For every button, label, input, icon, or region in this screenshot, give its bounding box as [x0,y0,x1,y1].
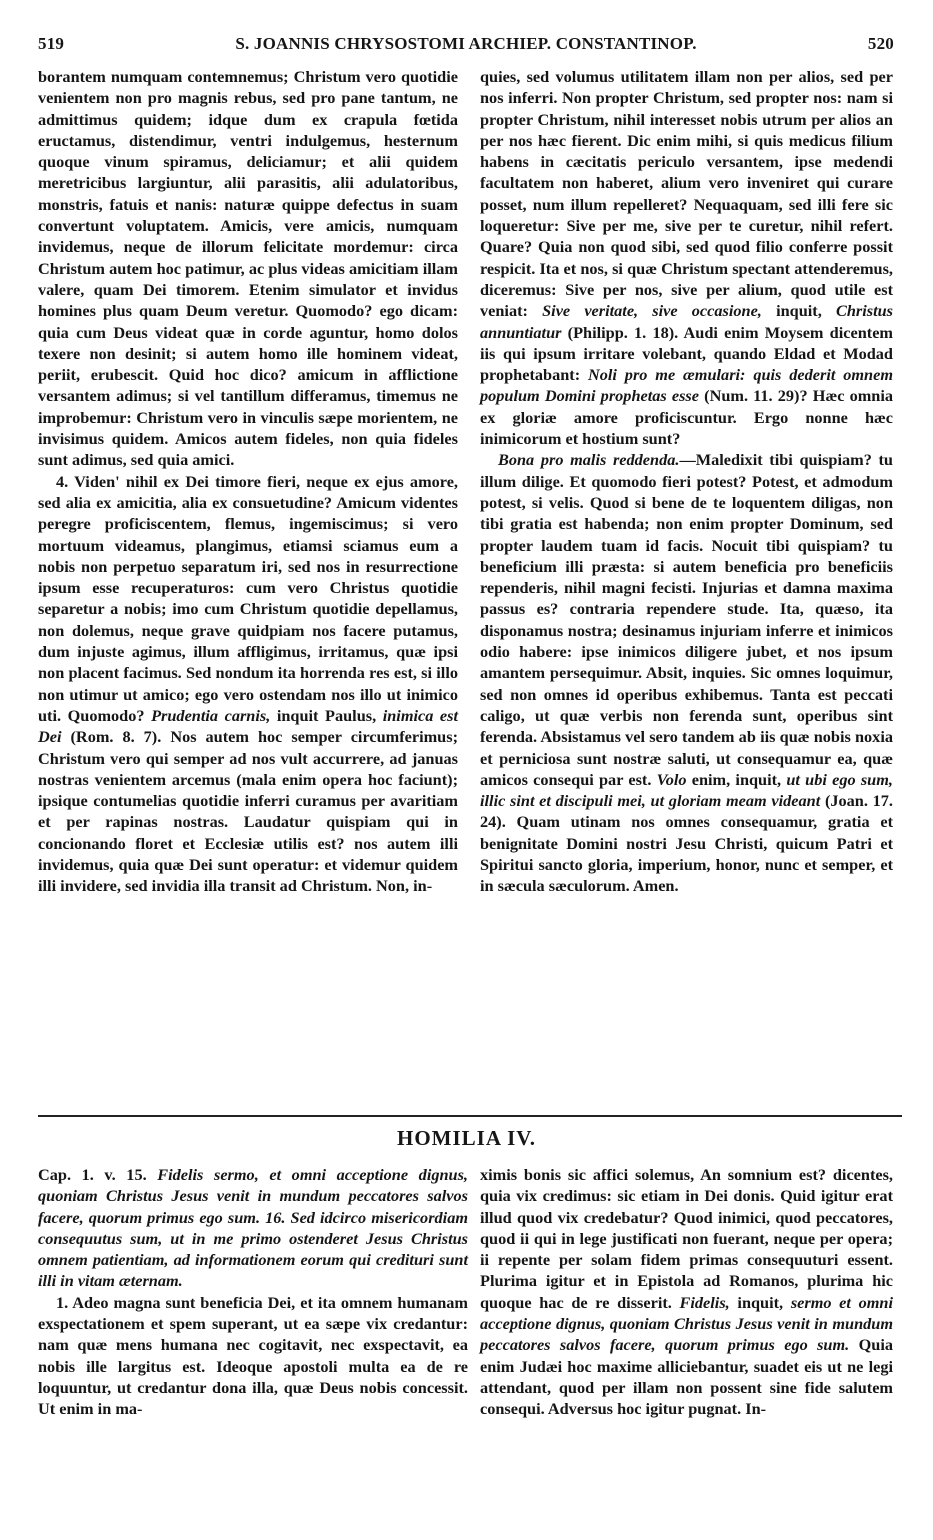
paragraph [38,1292,468,1420]
text-run: Nos autem hoc semper circumferimus; Christum vero qui semper ad nos vult accurrere, ad januas nostras venientem arcemus (mala enim opera hoc faciunt); ipsique contumelias quotidie inferri curamus per avaritiam et per rapinas nostras. Laudatur quispiam qui in concionando floret et Ecclesiæ utilis est? nos autem illi invidemus, quia quæ Dei sunt operatur: et videmur quidem illi invidere, sed invidia illa transit ad Christum. Non, in- [38,727,458,896]
text-run: ximis bonis sic affici solemus, An somnium est? dicentes, quia vix credimus: sic etiam in Dei donis. Quid igitur erat illud quod vix credebatur? Quod inimici, quod peccatores, quod ii qui in lege justificati non fuerant, neque per opera; ii repente per solam fidem primas consequuturi essent. Plurima igitur et in Epistola ad Romanos, plurima hic quoque hac de re disserit. [480,1165,893,1312]
scripture-quote: Christus annuntiatur [480,301,894,342]
text-run: Adeo magna sunt beneficia Dei, et ita omnem humanam exspectationem et spem superant, ut ea sæpe vix credantur: nam quæ mens humana nec cogitavit, nec exspectavit, ea nobis ille largitus est. Ideoque apostoli multa ea de re loquuntur, ut credantur dona illa, quæ Deus nobis concessit. Ut enim in ma- [38,1292,468,1419]
chapter-verse-heading [38,1164,468,1292]
scripture-quote: inimica est Dei [38,705,459,747]
section-divider [38,1115,902,1117]
scripture-reference: (Philipp. 1. 18). [567,322,679,342]
right-column-bottom [480,1164,893,1534]
text-run: —Maledixit tibi quispiam? tu illum dilige. Et quomodo fieri potest? Potest, et admodum potest, si velis. Quod si bene de te loquentem diligas, non tibi gratia est habenda; non enim propter Dominum, sed propter laudem tuam id facis. Nocuit tibi quispiam? tu beneficium illi præsta: si autem beneficia pro beneficiis rependeris, nihil magni fecisti. Injurias et damna maxima passus es? contraria rependere stude. Ita, quæso, ita disponamus nostra; desinamus injuriam inferre et inimicos odio habere: ipse inimicos diligere jubet, et nos ipsum amantem persequimur. Absit, inquies. Sic omnes loquimur, sed non omnes id operibus exhibemus. Tanta est peccati caligo, ut quæ verbis non ferenda sunt, operibus sint ferenda. Absistamus vel sero tandem ab iis quæ nobis noxia et perniciosa sunt nostræ saluti, ut consequamur ea, quæ amicos consequi par est. [480,450,893,789]
text-run: inquit, [737,1292,784,1312]
running-title: S. JOANNIS CHRYSOSTOMI ARCHIEP. CONSTANTINOP. [235,34,697,53]
text-run: inquit, [776,301,822,321]
page-number-left: 519 [38,34,65,53]
running-head [38,34,894,58]
paragraph [480,449,893,896]
text-run: enim, inquit, [691,769,782,789]
scripture-quote: Sive veritate, sive occasione, [542,301,762,321]
right-column-top [480,66,893,1100]
scripture-reference: (Num. 11. 29)? [704,386,808,406]
text-run: Quam utinam nos omnes consequamur, gratia et benignitate Domini nostri Jesu Christi, quicum Patri et Spiritui sancto gloria, imperium, honor, nunc et semper, et in sæcula sæculorum. Amen. [480,812,893,896]
text-run: Quia enim Judæi hoc maxime alliciebantur, suadet eis ut ne legi attendant, quod per illam non possent sine fide salutem consequi. Adversus hoc igitur pugnat. In- [480,1335,894,1419]
text-run: Audi enim Moysem dicentem iis qui ipsum irritare volebant, quando Eldad et Modad prophetabant: [480,322,893,385]
scripture-reference: (Rom. 8. 7). [70,727,162,747]
scripture-quote: Volo [656,769,687,789]
left-column-top [38,66,458,1100]
text-run: Hæc omnia ex gloriæ amore proficiscuntur. Ergo nonne hæc inimicorum et hostium sunt? [480,386,893,449]
scripture-quote: sermo et omni acceptione dignus, quoniam Christus Jesus venit in mundum peccatores salvos facere, quorum primus ego sum. [480,1292,893,1355]
paragraph [38,66,458,471]
homily-title: HOMILIA IV. [397,1126,536,1150]
scripture-reference: (Joan. 17. 24). [480,791,893,832]
text-run: Viden' nihil ex Dei timore fieri, neque ex ejus amore, sed alia ex amicitia, alia ex consuetudine? Amicum videntes peregre proficiscentem, flemus, ingemiscimus; si vero mortuum videamus, plangimus, etiamsi sciamus eum a nobis non perpetuo separatum iri, sed nos in resurrectione ipsum esse recuperaturos: cum vero Christus quotidie separetur a nobis; imo cum Christum quotidie depellamus, non dolemus, neque grave quidpiam nos facere putamus, dum injuste agimus, illum affligimus, irritamus, quæ ipsi non placent facimus. Sed nondum ita horrenda res est, si illo non utimur ut amico; ego vero ostendam nos illo ut inimico uti. Quomodo? [38,471,458,725]
left-column-bottom [38,1164,468,1534]
scripture-quote: Fidelis sermo, et omni acceptione dignus, quoniam Christus Jesus venit in mundum peccatores salvos facere, quorum primus ego sum. 16. Sed idcirco misericordiam consequutus sum, ut in me primo ostenderet Jesus Christus omnem patientiam, ad informationem eorum qui credituri sunt illi in vitam æternam. [38,1165,468,1291]
section-number: 1. [56,1292,69,1312]
text-run: borantem numquam contemnemus; Christum vero quotidie venientem non pro magnis rebus, sed pro pane tantum, ne admittimus quidem; idque dum ex crapula fœtida eructamus, distendimur, ventri indulgemus, hesternum quoque vinum spiramus, deliciamur; et alii quidem meretricibus largiuntur, alii parasitis, alii adulatoribus, monstris, fatuis et nanis: naturæ quippe defectus in suam convertunt voluptatem. Amicis, vere amicis, numquam invidemus, neque de illorum felicitate mordemur: circa Christum autem hoc patimur, ac plus videas amicitiam illam valere, quam Dei timorem. Etenim simulator et invidus homines plus quam Deum veretur. Quomodo? ego dicam: quia cum Deus videat quæ in corde aguntur, homo dolos texere non desinit; si autem homo ille hominem videat, periit, erubescit. Quid hoc dico? amicum in afflictione versantem adimus; si vel tantillum differamus, timemus ne improbemur: Christum vero in vinculis sæpe morientem, ne invisimus quidem. Amicos autem fideles, non quia fideles sunt adimus, sed quia amici. [38,67,458,470]
scripture-quote: Fidelis, [679,1292,730,1312]
scripture-quote: ut ubi ego sum, illic sint et discipuli mei, ut gloriam meam videant [480,769,893,811]
page-number-right: 520 [867,34,894,53]
chapter-label: Cap. 1. v. 15. [38,1165,147,1184]
section-lead: Bona pro malis reddenda. [498,450,680,470]
paragraph [480,66,893,449]
paragraph [38,471,458,897]
scripture-quote: Noli pro me æmulari: quis dederit omnem populum Domini prophetas esse [480,365,893,406]
section-number: 4. [56,471,69,491]
text-run: quies, sed volumus utilitatem illam non per alios, sed per nos inferri. Non propter Christum, sed propter nos: nam si propter Christum, nihil interesset nobis utrum per alios an per nos hæc fierent. Dic enim mihi, si quis medicus filium habens in cæcitatis periculo versantem, ipse medendi facultatem non haberet, alium vero inveniret qui curare posset, num illum repelleret? Nequaquam, sed illi fere sic loqueretur: Sive per me, sive per te curetur, nihil refert. Quare? Quia non quod sibi, sed quod filio conferre possit respicit. Ita et nos, si quæ Christum spectant attenderemus, diceremus: Sive per nos, sive per alium, quod utile est veniat: [480,67,893,321]
scripture-quote: Prudentia carnis, [151,705,271,725]
paragraph [480,1164,893,1420]
text-run: inquit Paulus, [276,705,377,725]
